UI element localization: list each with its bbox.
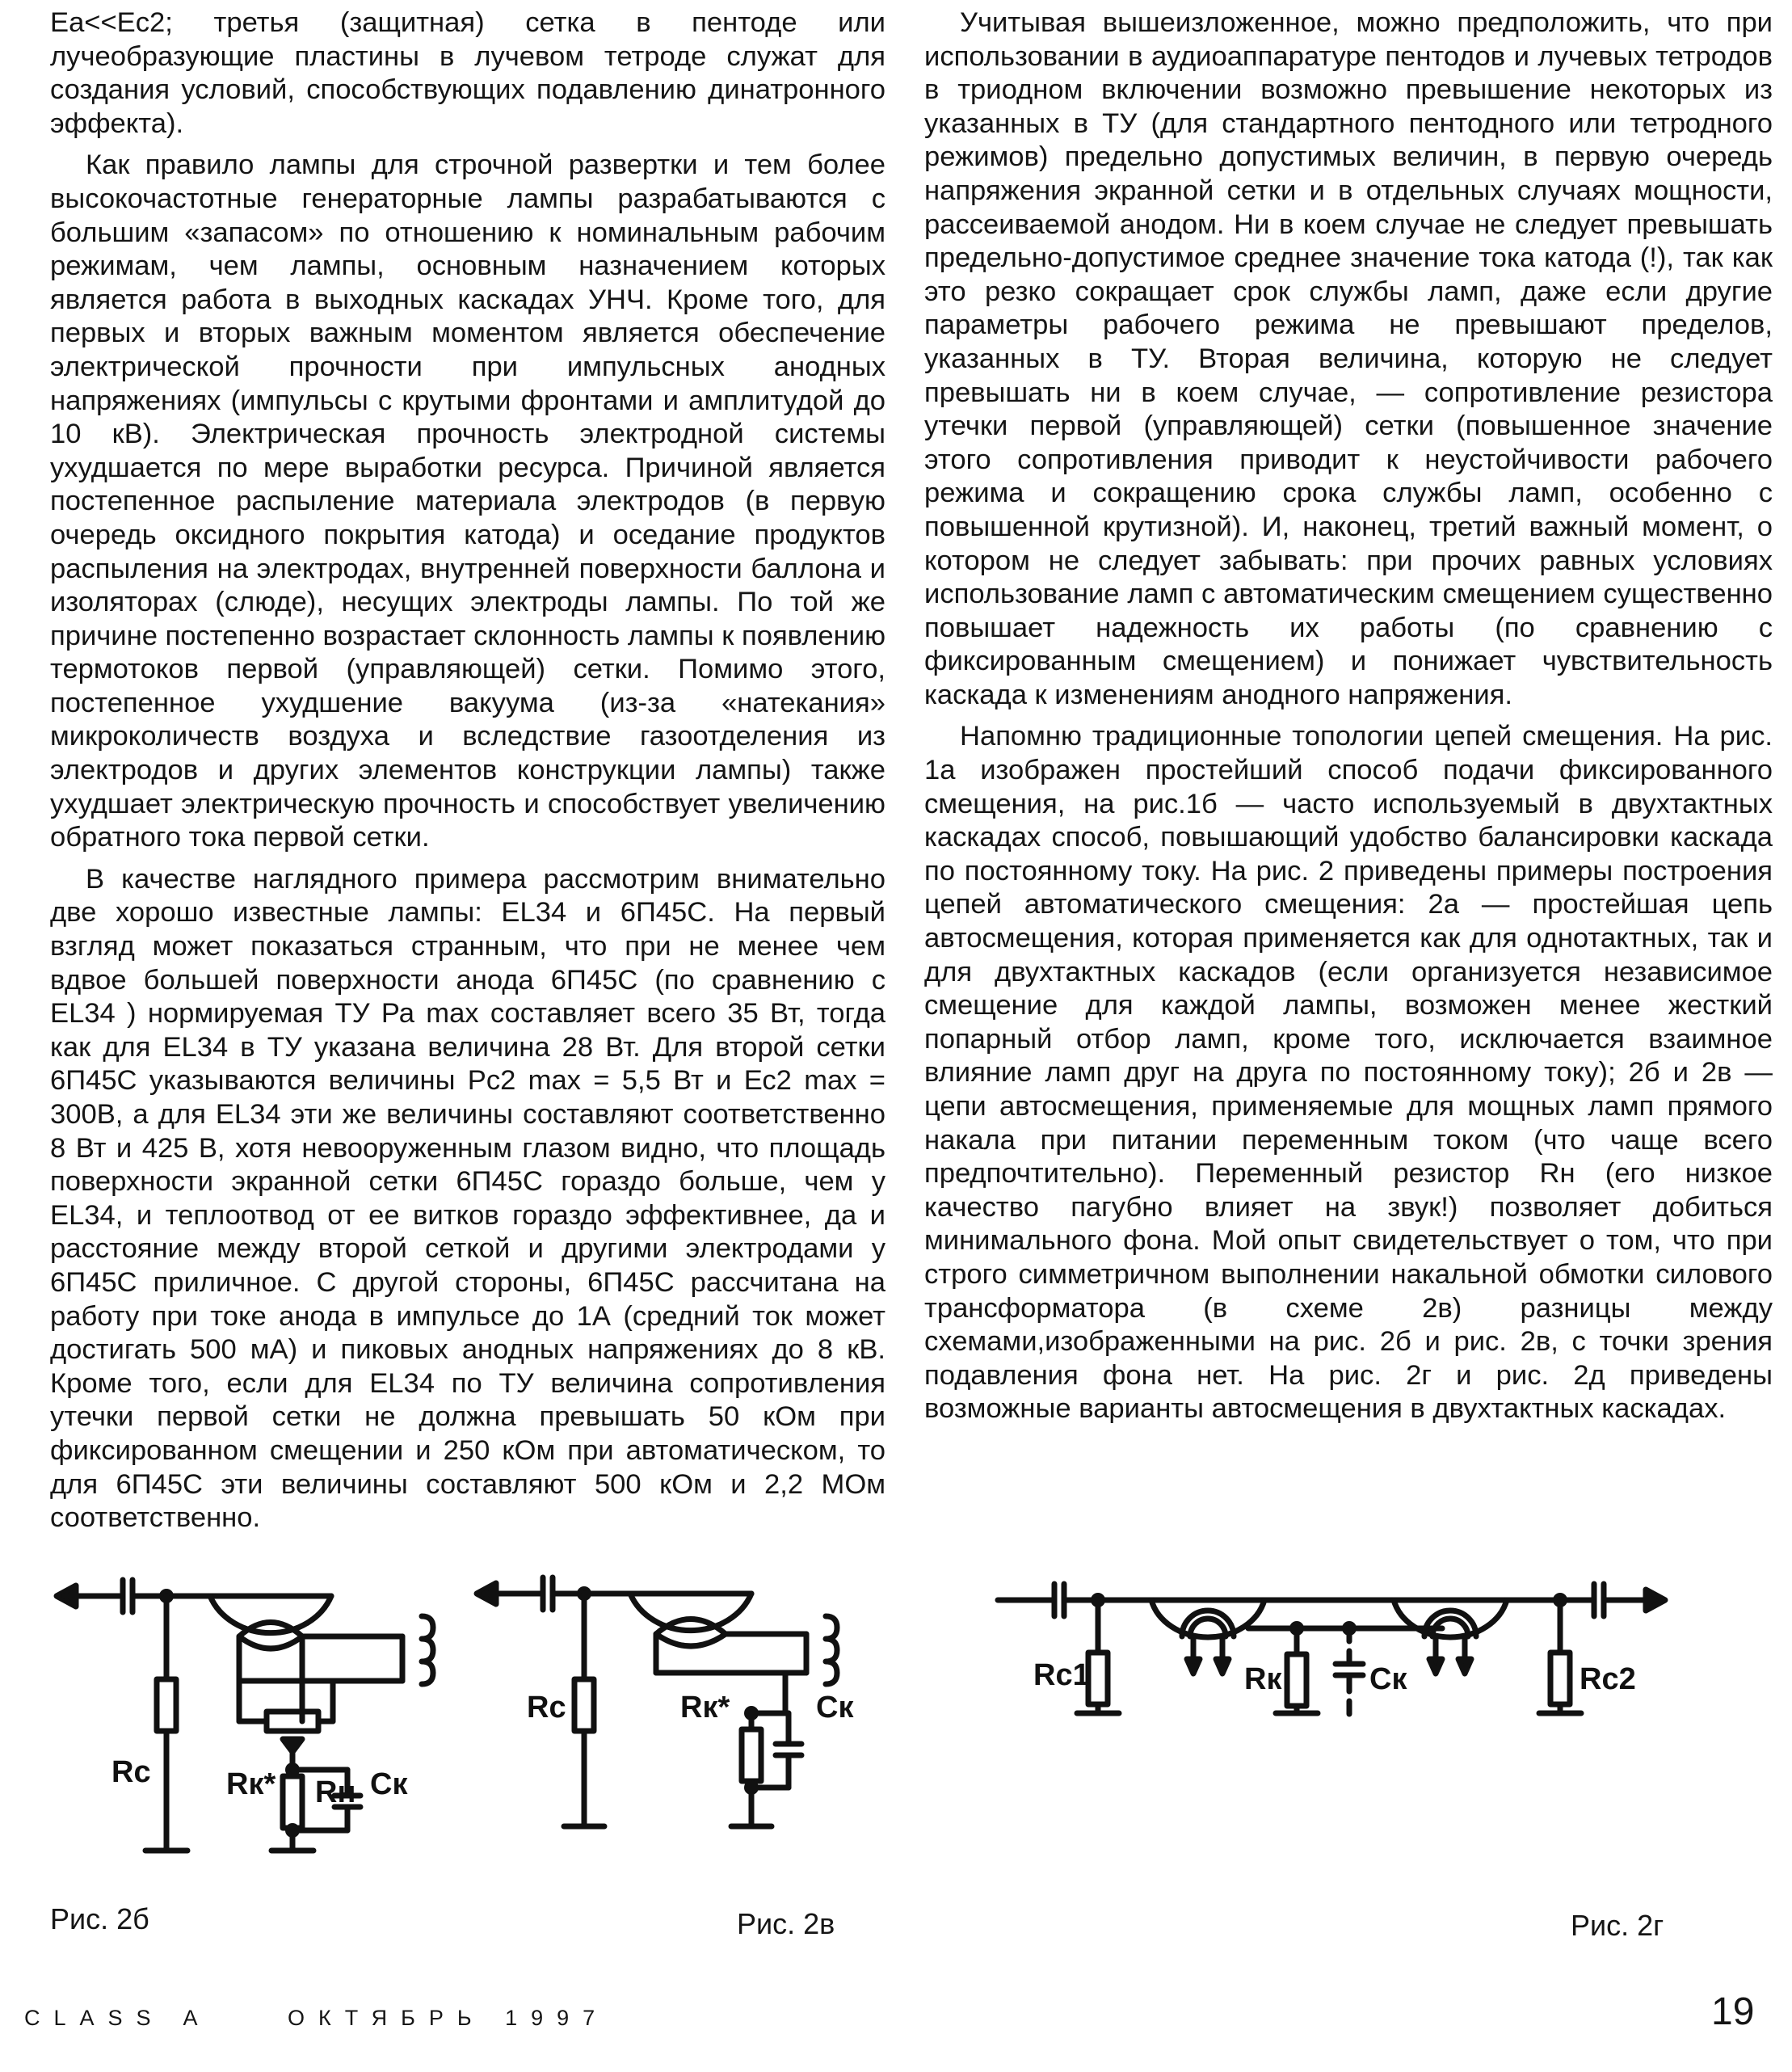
label-ck: Ск — [816, 1691, 854, 1725]
right-column — [924, 6, 1773, 1434]
magazine-name: CLASS A — [24, 2006, 212, 2030]
label-rc: Rc — [527, 1691, 566, 1725]
figure-2b-schematic — [48, 1560, 452, 1907]
left-column — [50, 6, 885, 1543]
label-ck: Ск — [370, 1767, 408, 1801]
label-rn: Rн — [315, 1775, 356, 1809]
paragraph: Как правило лампы для строчной развертки и тем более высокочастотные генераторные лампы разрабатываются с большим «запасом» по отношению к номинальным рабочим режимам, чем лампы, основным назначением которых является работа в выходных каскадах УНЧ. Кроме того, для первых и вторых важным моментом является обеспечение электрической прочности при импульсных анодных напряжениях (импульсы с крутыми фронтами и амплитудой до 10 кВ). Электрическая прочность электродной системы ухудшается по мере выработки ресурса. Причиной является постепенное распыление материала электродов (в первую очередь оксидного покрытия катода) и оседание продуктов распыления на электродах, внутренней поверхности баллона и изоляторах (слюде), несущих электроды лампы. По той же причине постепенно возрастает склонность лампы к появлению термотоков первой (управляющей) сетки. Помимо этого, постепенное ухудшение вакуума (из-за «натекания» микроколичеств воздуха и вследствие газоотделения из электродов и других элементов конструкции лампы) также ухудшает электрическую прочность и способствует увеличению обратного тока первой сетки. — [50, 150, 885, 853]
paragraph: В качестве наглядного примера рассмотрим внимательно две хорошо известные лампы: EL34 и 6П45С. На первый взгляд может показаться странным, что при не менее чем вдвое большей поверхности анода 6П45С (по сравнению с EL34 ) нормируемая ТУ Ра max составляет всего 35 Вт, тогда как для EL34 в ТУ указана величина 28 Вт. Для второй сетки 6П45С указываются величины Рс2 max = 5,5 Вт и Ес2 max = 300В, а для EL34 эти же величины составляют соответственно 8 Вт и 425 В, хотя невооруженным глазом видно, что площадь поверхности экранной сетки 6П45С гораздо больше, чем у EL34, и теплоотвод от ее витков гораздо эффективнее, да и расстояние между второй сеткой и другими электродами у 6П45С приличное. С другой стороны, 6П45С рассчитана на работу при токе анода в импульсе до 1А (средний ток может достигать 500 мА) и пиковых анодных напряжениях до 8 кВ. Кроме того, если для EL34 по ТУ величина сопротивления утечки первой сетки не должна превышать 50 кОм при фиксированном смещении и 250 кОм при автоматическом, то для 6П45С эти величины составляют 500 кОм и 2,2 МОм соответственно. — [50, 863, 885, 1534]
label-rc2: Rc2 — [1580, 1662, 1636, 1696]
label-ck: Ск — [1369, 1662, 1407, 1696]
figure-2v-caption: Рис. 2в — [737, 1907, 835, 1940]
page-number: 19 — [1711, 1990, 1755, 2033]
label-rk: Rк* — [680, 1691, 730, 1725]
figure-2v-schematic — [469, 1560, 873, 1907]
paragraph: Учитывая вышеизложенное, можно предположить, что при использовании в аудиоаппаратуре пентодов и лучевых тетродов в триодном включении возможно превышение некоторых из указанных в ТУ (для стандартного пентодного или тетродного режимов) предельно допустимых величин, в первую очередь напряжения экранной сетки и в отдельных случаях мощности, рассеиваемой анодом. Ни в коем случае не следует превышать предельно-допустимое среднее значение тока катода (!), так как это резко сокращает срок службы ламп, даже если другие параметры рабочего режима не превышают пределов, указанных в ТУ. Вторая величина, которую не следует превышать ни в коем случае, — сопротивление резистора утечки первой (управляющей) сетки (повышенное значение этого сопротивления приводит к неустойчивости рабочего режима и сокращению срока службы ламп, особенно с повышенной крутизной). И, наконец, третий важный момент, о котором не следует забывать: при прочих равных условиях использование ламп с автоматическим смещением существенно повышает надежность их работы (по сравнению с фиксированным смещением) и понижает чувствительность каскада к изменениям анодного напряжения. — [924, 7, 1773, 710]
paragraph: Ea<<Ec2; третья (защитная) сетка в пентоде или лучеобразующие пластины в лучевом тетроде служат для создания условий, способствующих подавлению динатронного эффекта). — [50, 7, 885, 139]
issue-date: ОКТЯБРЬ 1997 — [288, 2006, 609, 2030]
figure-2g-schematic — [990, 1564, 1765, 1871]
paragraph: Напомню традиционные топологии цепей смещения. На рис. 1а изображен простейший способ подачи фиксированного смещения, на рис.1б — часто используемый в двухтактных каскадах способ, повышающий удобство балансировки каскада по постоянному току. На рис. 2 приведены примеры построения цепей автоматического смещения: 2а — простейшая цепь автосмещения, которая применяется как для однотактных, так и для двухтактных каскадов (если организуется независимое смещение для каждой лампы, возможен менее жесткий попарный отбор ламп, кроме того, исключается взаимное влияние ламп друг на друга по постоянному току); 2б и 2в — цепи автосмещения, применяемые для мощных ламп прямого накала при питании переменным током (что чаще всего предпочтительно). Переменный резистор Rн (его низкое качество пагубно влияет на звук!) позволяет добиться минимального фона. Мой опыт свидетельствует о том, что при строго симметричном выполнении накальной обмотки силового трансформатора (в схеме 2в) разницы между схемами,изображенными на рис. 2б и рис. 2в, с точки зрения подавления фона нет. На рис. 2г и рис. 2д приведены возможные варианты автосмещения в двухтактных каскадах. — [924, 721, 1773, 1425]
figure-2b-caption: Рис. 2б — [50, 1902, 149, 1935]
label-rc1: Rc1 — [1033, 1658, 1090, 1692]
label-rk: Rк* — [226, 1767, 276, 1801]
figure-2g-caption: Рис. 2г — [1571, 1909, 1664, 1942]
label-rc: Rc — [111, 1755, 151, 1789]
label-rk: Rк — [1244, 1662, 1282, 1696]
